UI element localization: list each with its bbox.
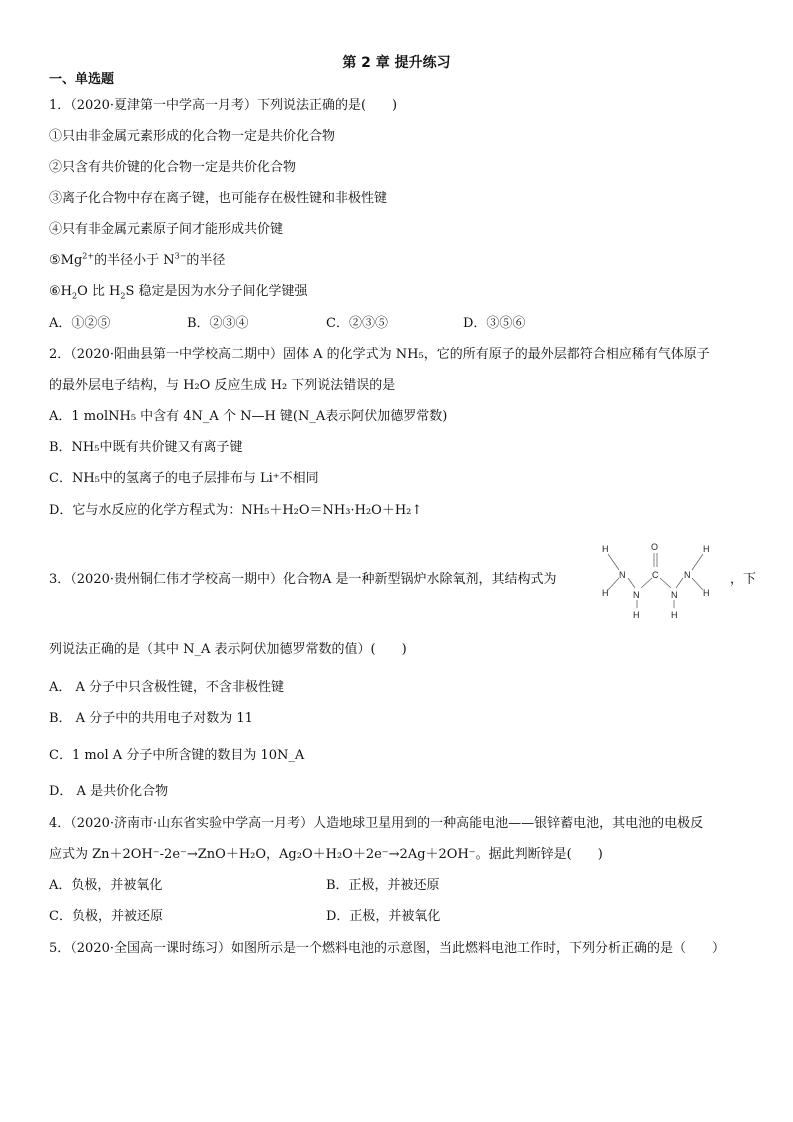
bond-h-n-left-top: [608, 554, 619, 570]
q3-stem-line-2: 列说法正确的是（其中 N_A 表示阿伏加德罗常数的值）( ): [49, 642, 407, 657]
atom-h-3: H: [633, 610, 640, 620]
q4-option-d: D．正极，并被氧化: [326, 909, 441, 924]
q2-option-b: B．NH₅中既有共价键又有离子键: [49, 440, 243, 455]
q3-stem-line-1: 3．（2020·贵州铜仁伟才学校高一期中）化合物A 是一种新型锅炉水除氧剂，其结构式为: [49, 572, 557, 587]
q1-statement-6: $⑥H_2O$ 比 $H_2S$ 稳定是因为水分子间化学键强: [49, 284, 308, 301]
q2-option-d: D．它与水反应的化学方程式为：NH₅＋H₂O＝NH₃·H₂O＋H₂↑: [49, 503, 423, 518]
q1-option-d: D．③⑤⑥: [463, 316, 526, 331]
q1-option-a: A．①②⑤: [49, 316, 111, 331]
q3-option-b: B． A 分子中的共用电子对数为 11: [49, 711, 253, 726]
page-title: 第 2 章 提升练习: [342, 55, 451, 71]
q1-statement-5: $⑤Mg^{2+}$的半径小于 $N^{3-}$的半径: [49, 251, 226, 268]
q4-stem-line-2: 应式为 Zn＋2OH⁻-2e⁻→ZnO＋H₂O，Ag₂O＋H₂O＋2e⁻→2Ag＋2OH⁻。据此判断锌是( ): [49, 847, 603, 862]
bond-n-h-right-bottom: [692, 578, 703, 590]
atom-o: O: [651, 542, 659, 552]
atom-c: C: [652, 570, 659, 580]
q1-statement-3: ③离子化合物中存在离子键，也可能存在极性键和非极性键: [49, 191, 388, 206]
atom-n-2: N: [633, 590, 640, 600]
q2-stem-line-1: 2．（2020·阳曲县第一中学校高二期中）固体 A 的化学式为 NH₅，它的所有原子的最外层都符合相应稀有气体原子: [49, 347, 710, 362]
bond-n-n-left: [628, 578, 635, 588]
q2-option-c: C．NH₅中的氢离子的电子层排布与 Li⁺不相同: [49, 471, 319, 486]
atom-h-5: H: [703, 544, 710, 554]
q4-option-b: B．正极，并被还原: [326, 878, 440, 893]
bond-n-n-right: [676, 578, 683, 588]
q2-stem-line-2: 的最外层电子结构，与 H₂O 反应生成 H₂ 下列说法错误的是: [49, 378, 396, 393]
q3-option-d: D． A 是共价化合物: [49, 784, 169, 799]
q3-option-c: C．1 mol A 分子中所含键的数目为 10N_A: [49, 748, 305, 763]
structural-formula-diagram: [594, 538, 724, 626]
bond-n-h-right-top: [692, 554, 703, 570]
q5-stem: 5．（2020·全国高一课时练习）如图所示是一个燃料电池的示意图，当此燃料电池工作时，下列分析正确的是（ ）: [49, 941, 725, 956]
bond-n-c-left: [641, 578, 652, 588]
q4-stem-line-1: 4．（2020·济南市·山东省实验中学高一月考）人造地球卫星用到的一种高能电池——银锌蓄电池，其电池的电极反: [49, 816, 704, 831]
atom-n-1: N: [619, 570, 626, 580]
bond-h-n-left-bottom: [608, 578, 619, 590]
q4-option-a: A．负极，并被氧化: [49, 878, 163, 893]
q1-statement-1: ①只由非金属元素形成的化合物一定是共价化合物: [49, 129, 336, 144]
q2-option-a: A．1 molNH₅ 中含有 4N_A 个 N—H 键(N_A表示阿伏加德罗常数): [49, 409, 448, 424]
q1-statement-2: ②只含有共价键的化合物一定是共价化合物: [49, 160, 297, 175]
atom-n-3: N: [671, 590, 678, 600]
atom-n-4: N: [684, 570, 691, 580]
q3-stem-tail: ，下: [730, 572, 757, 587]
atom-h-6: H: [703, 588, 710, 598]
q1-option-b: B．②③④: [187, 316, 249, 331]
q4-option-c: C．负极，并被还原: [49, 909, 163, 924]
atom-h-4: H: [671, 610, 678, 620]
section-heading: 一、单选题: [49, 72, 115, 87]
q1-statement-4: ④只有非金属元素原子间才能形成共价键: [49, 222, 284, 237]
q1-option-c: C．②③⑤: [326, 316, 388, 331]
atom-h-1: H: [602, 544, 609, 554]
q3-option-a: A． A 分子中只含极性键，不含非极性键: [49, 680, 285, 695]
q1-stem: 1．（2020·夏津第一中学高一月考）下列说法正确的是( ): [49, 98, 398, 113]
bond-c-n-right: [660, 578, 671, 588]
atom-h-2: H: [602, 588, 609, 598]
